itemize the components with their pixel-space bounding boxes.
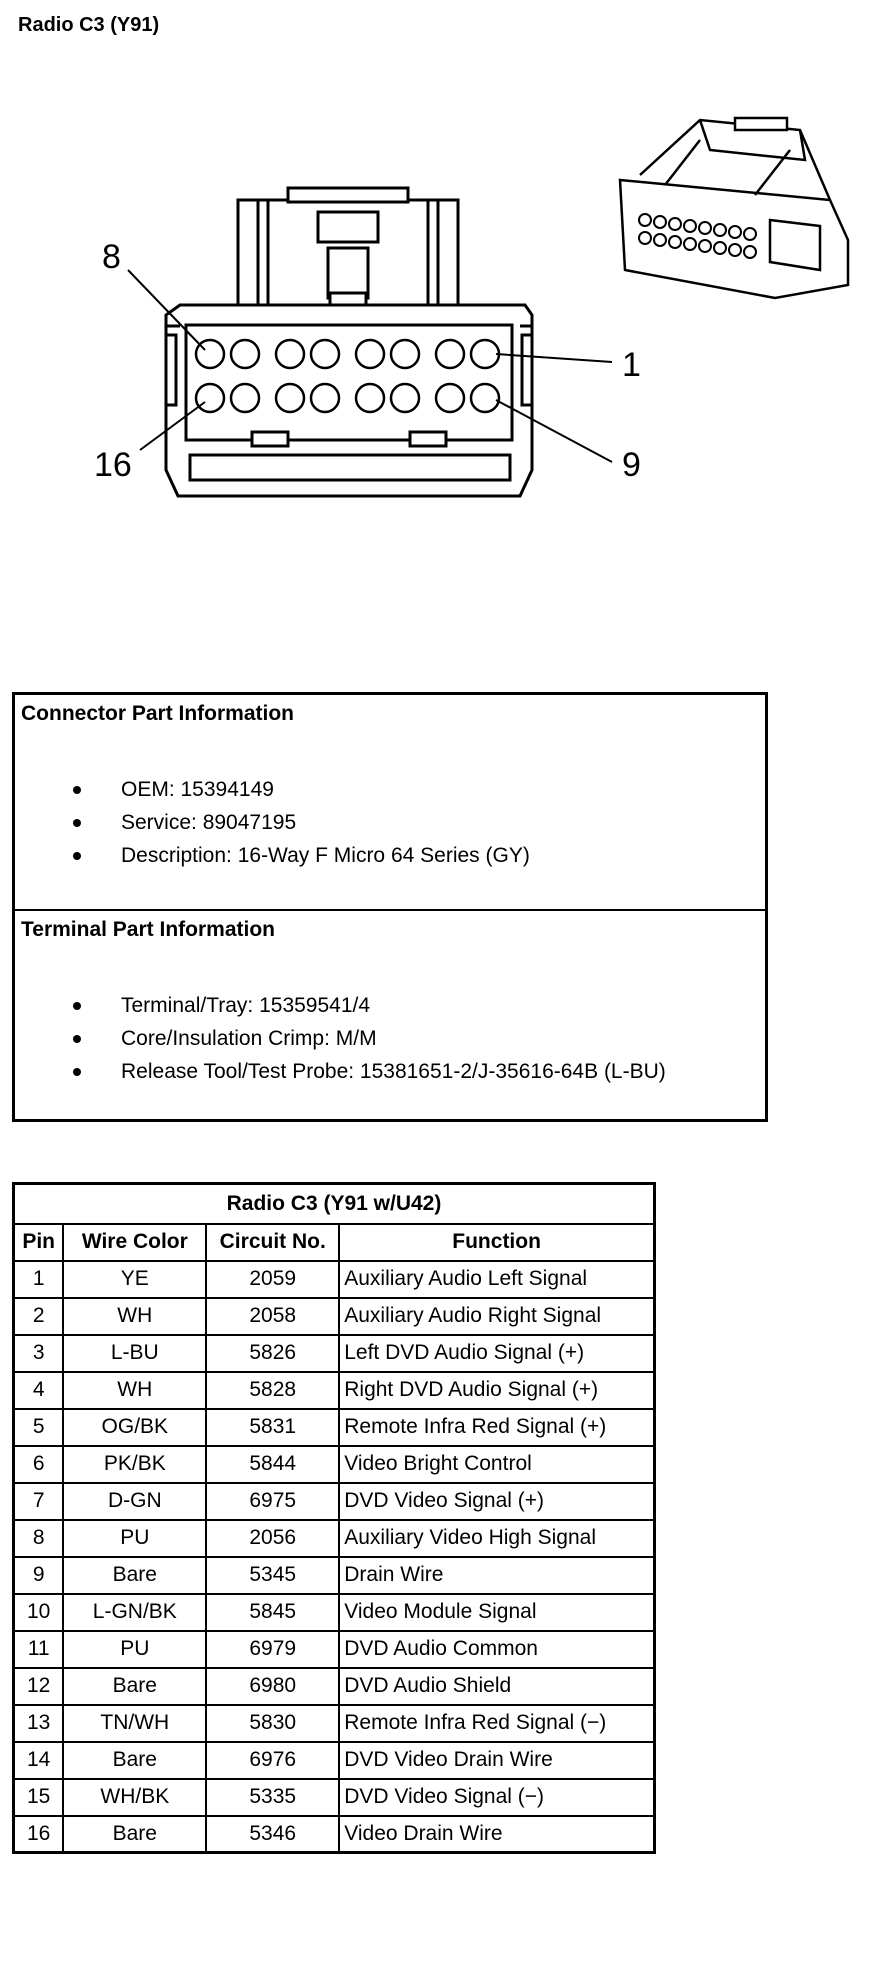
connector-part-information [15, 695, 765, 909]
connector-info-list [15, 773, 530, 872]
pin-cell: 1 [14, 1261, 64, 1298]
table-row [14, 1409, 655, 1446]
table-row [14, 1705, 655, 1742]
circuit-no-cell: 6976 [206, 1742, 339, 1779]
pin-cell: 15 [14, 1779, 64, 1816]
circuit-no-cell: 2056 [206, 1520, 339, 1557]
connector-info-heading: Connector Part Information [21, 702, 295, 725]
wire-color-cell: WH [63, 1372, 206, 1409]
header-wire-color: Wire Color [63, 1224, 206, 1261]
pin-cell: 13 [14, 1705, 64, 1742]
table-row [14, 1372, 655, 1409]
wire-color-cell: Bare [63, 1816, 206, 1853]
table-row [14, 1446, 655, 1483]
wire-color-cell: TN/WH [63, 1705, 206, 1742]
pin-table [12, 1182, 656, 1854]
pin-cell: 5 [14, 1409, 64, 1446]
pin-cell: 6 [14, 1446, 64, 1483]
pin-cell: 12 [14, 1668, 64, 1705]
pin-callout-9: 9 [622, 446, 641, 484]
wire-color-cell: WH/BK [63, 1779, 206, 1816]
function-cell: DVD Audio Shield [339, 1668, 654, 1705]
pin-cell: 8 [14, 1520, 64, 1557]
function-cell: DVD Video Signal (+) [339, 1483, 654, 1520]
pin-table-caption: Radio C3 (Y91 w/U42) [14, 1184, 655, 1224]
wire-color-cell: OG/BK [63, 1409, 206, 1446]
terminal-info-heading: Terminal Part Information [21, 918, 275, 941]
function-cell: DVD Video Drain Wire [339, 1742, 654, 1779]
circuit-no-cell: 6980 [206, 1668, 339, 1705]
wire-color-cell: PK/BK [63, 1446, 206, 1483]
table-row [14, 1631, 655, 1668]
pin-cell: 16 [14, 1816, 64, 1853]
circuit-no-cell: 6979 [206, 1631, 339, 1668]
pin-cell: 2 [14, 1298, 64, 1335]
pin-cell: 4 [14, 1372, 64, 1409]
function-cell: Left DVD Audio Signal (+) [339, 1335, 654, 1372]
function-cell: Remote Infra Red Signal (−) [339, 1705, 654, 1742]
table-row [14, 1335, 655, 1372]
function-cell: Auxiliary Audio Left Signal [339, 1261, 654, 1298]
header-circuit-no: Circuit No. [206, 1224, 339, 1261]
pin-cell: 9 [14, 1557, 64, 1594]
circuit-no-cell: 6975 [206, 1483, 339, 1520]
pin-cell: 3 [14, 1335, 64, 1372]
function-cell: DVD Audio Common [339, 1631, 654, 1668]
header-function: Function [339, 1224, 654, 1261]
table-row [14, 1483, 655, 1520]
pin-table-header-row [14, 1224, 655, 1261]
wire-color-cell: Bare [63, 1557, 206, 1594]
table-row [14, 1742, 655, 1779]
table-row [14, 1261, 655, 1298]
wire-color-cell: Bare [63, 1742, 206, 1779]
circuit-no-cell: 5335 [206, 1779, 339, 1816]
connector-isometric-view [620, 118, 848, 298]
table-row [14, 1668, 655, 1705]
table-row [14, 1594, 655, 1631]
terminal-info-release-tool: Release Tool/Test Probe: 15381651-2/J-35616-64B (L-BU) [15, 1055, 666, 1088]
wire-color-cell: PU [63, 1520, 206, 1557]
pin-callout-16: 16 [94, 446, 132, 484]
function-cell: Video Drain Wire [339, 1816, 654, 1853]
connector-diagram [0, 0, 880, 560]
pin-table-body [14, 1261, 655, 1853]
wire-color-cell: PU [63, 1631, 206, 1668]
pin-callout-8: 8 [102, 238, 121, 276]
function-cell: Video Module Signal [339, 1594, 654, 1631]
circuit-no-cell: 2058 [206, 1298, 339, 1335]
wire-color-cell: WH [63, 1298, 206, 1335]
terminal-info-tray: Terminal/Tray: 15359541/4 [15, 989, 666, 1022]
terminal-part-information [15, 909, 765, 1123]
circuit-no-cell: 5845 [206, 1594, 339, 1631]
function-cell: Auxiliary Video High Signal [339, 1520, 654, 1557]
circuit-no-cell: 5831 [206, 1409, 339, 1446]
table-row [14, 1298, 655, 1335]
table-row [14, 1816, 655, 1853]
connector-info-oem: OEM: 15394149 [15, 773, 530, 806]
circuit-no-cell: 2059 [206, 1261, 339, 1298]
function-cell: DVD Video Signal (−) [339, 1779, 654, 1816]
function-cell: Drain Wire [339, 1557, 654, 1594]
wire-color-cell: YE [63, 1261, 206, 1298]
pin-cell: 10 [14, 1594, 64, 1631]
table-row [14, 1779, 655, 1816]
pin-cell: 7 [14, 1483, 64, 1520]
pin-callout-1: 1 [622, 346, 641, 384]
wire-color-cell: L-GN/BK [63, 1594, 206, 1631]
function-cell: Video Bright Control [339, 1446, 654, 1483]
header-pin: Pin [14, 1224, 64, 1261]
table-row [14, 1520, 655, 1557]
circuit-no-cell: 5828 [206, 1372, 339, 1409]
wire-color-cell: D-GN [63, 1483, 206, 1520]
connector-info-service: Service: 89047195 [15, 806, 530, 839]
circuit-no-cell: 5830 [206, 1705, 339, 1742]
function-cell: Right DVD Audio Signal (+) [339, 1372, 654, 1409]
table-row [14, 1557, 655, 1594]
wire-color-cell: L-BU [63, 1335, 206, 1372]
circuit-no-cell: 5346 [206, 1816, 339, 1853]
pin-cell: 14 [14, 1742, 64, 1779]
terminal-info-crimp: Core/Insulation Crimp: M/M [15, 1022, 666, 1055]
circuit-no-cell: 5844 [206, 1446, 339, 1483]
wire-color-cell: Bare [63, 1668, 206, 1705]
circuit-no-cell: 5345 [206, 1557, 339, 1594]
terminal-info-list [15, 989, 666, 1088]
function-cell: Remote Infra Red Signal (+) [339, 1409, 654, 1446]
page-title: Radio C3 (Y91) [18, 14, 160, 36]
circuit-no-cell: 5826 [206, 1335, 339, 1372]
pin-cell: 11 [14, 1631, 64, 1668]
function-cell: Auxiliary Audio Right Signal [339, 1298, 654, 1335]
part-information-box [12, 692, 768, 1122]
connector-info-description: Description: 16-Way F Micro 64 Series (GY) [15, 839, 530, 872]
